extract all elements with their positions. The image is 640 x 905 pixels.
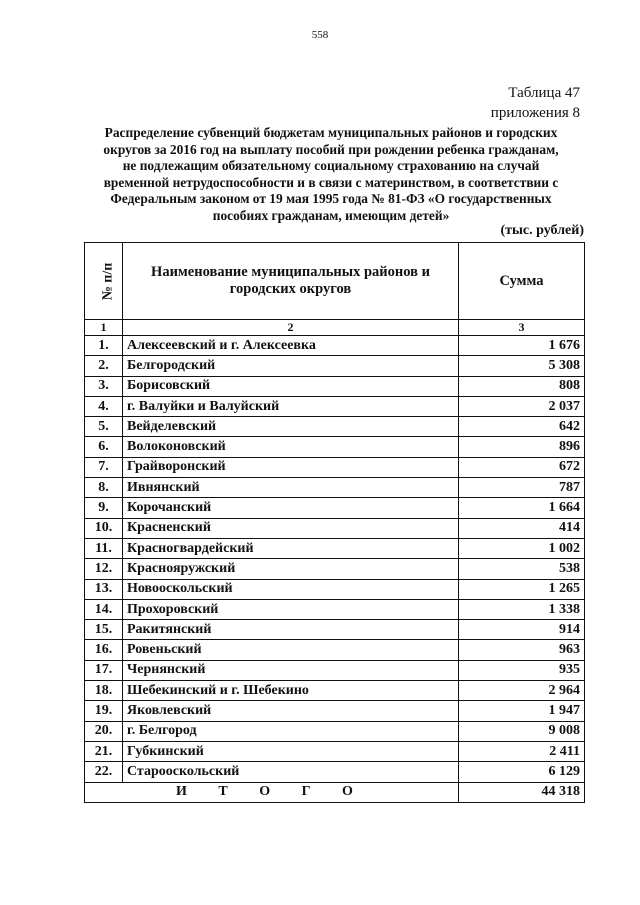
column-number-row bbox=[85, 320, 585, 336]
total-label: И Т О Г О bbox=[85, 782, 459, 802]
appendix-number: приложения 8 bbox=[490, 105, 580, 121]
table-row bbox=[85, 498, 585, 518]
subsidy-amount: 538 bbox=[459, 559, 585, 579]
district-name: Ровеньский bbox=[123, 640, 459, 660]
units-label: (тыс. рублей) bbox=[500, 223, 584, 238]
table-row bbox=[85, 437, 585, 457]
row-number: 4. bbox=[85, 396, 123, 416]
district-name: Ивнянский bbox=[123, 478, 459, 498]
row-number: 6. bbox=[85, 437, 123, 457]
total-amount: 44 318 bbox=[459, 782, 585, 802]
row-number: 15. bbox=[85, 620, 123, 640]
row-number: 11. bbox=[85, 538, 123, 558]
subsidy-amount: 414 bbox=[459, 518, 585, 538]
total-row bbox=[85, 782, 585, 802]
subsidy-amount: 6 129 bbox=[459, 762, 585, 782]
district-name: Губкинский bbox=[123, 741, 459, 761]
table-row bbox=[85, 681, 585, 701]
row-number: 20. bbox=[85, 721, 123, 741]
district-name: Ракитянский bbox=[123, 620, 459, 640]
district-name: Яковлевский bbox=[123, 701, 459, 721]
table-row bbox=[85, 660, 585, 680]
district-name: Шебекинский и г. Шебекино bbox=[123, 681, 459, 701]
district-name: Алексеевский и г. Алексеевка bbox=[123, 336, 459, 356]
row-number: 17. bbox=[85, 660, 123, 680]
column-number: 3 bbox=[459, 320, 585, 336]
subsidy-amount: 1 664 bbox=[459, 498, 585, 518]
row-number: 19. bbox=[85, 701, 123, 721]
row-number: 12. bbox=[85, 559, 123, 579]
table-header-row bbox=[85, 243, 585, 320]
header-name: Наименование муниципальных районов и городских округов bbox=[123, 243, 459, 320]
subsidy-amount: 808 bbox=[459, 376, 585, 396]
row-number: 18. bbox=[85, 681, 123, 701]
row-number: 9. bbox=[85, 498, 123, 518]
district-name: Вейделевский bbox=[123, 417, 459, 437]
district-name: Краснояружский bbox=[123, 559, 459, 579]
row-number: 7. bbox=[85, 457, 123, 477]
district-name: Красненский bbox=[123, 518, 459, 538]
row-number: 22. bbox=[85, 762, 123, 782]
table-row bbox=[85, 599, 585, 619]
row-number: 21. bbox=[85, 741, 123, 761]
subsidy-amount: 2 037 bbox=[459, 396, 585, 416]
header-num-cell bbox=[85, 243, 123, 320]
district-name: Белгородский bbox=[123, 356, 459, 376]
table-row bbox=[85, 356, 585, 376]
district-name: Старооскольский bbox=[123, 762, 459, 782]
subsidy-amount: 5 308 bbox=[459, 356, 585, 376]
subsidy-amount: 935 bbox=[459, 660, 585, 680]
table-row bbox=[85, 640, 585, 660]
district-name: Борисовский bbox=[123, 376, 459, 396]
table-row bbox=[85, 559, 585, 579]
district-name: Грайворонский bbox=[123, 457, 459, 477]
table-number: Таблица 47 bbox=[508, 85, 580, 101]
district-name: г. Валуйки и Валуйский bbox=[123, 396, 459, 416]
document-title: Распределение субвенций бюджетам муниципальных районов и городских округов за 2016 год на выплату пособий при рождении ребенка гражданам, не подлежащим обязательному социальному страхованию на случай временной нетрудоспособности и в связи с материнством, в соответствии с Федеральным законом от 19 мая 1995 года № 81-ФЗ «О государственных пособиях гражданам, имеющим детей» bbox=[103, 125, 559, 223]
table-row bbox=[85, 721, 585, 741]
subsidy-amount: 672 bbox=[459, 457, 585, 477]
district-name: Новооскольский bbox=[123, 579, 459, 599]
district-name: Прохоровский bbox=[123, 599, 459, 619]
subsidy-amount: 1 002 bbox=[459, 538, 585, 558]
table-row bbox=[85, 538, 585, 558]
table-row bbox=[85, 336, 585, 356]
subsidy-amount: 1 676 bbox=[459, 336, 585, 356]
row-number: 13. bbox=[85, 579, 123, 599]
table-row bbox=[85, 701, 585, 721]
column-number: 2 bbox=[123, 320, 459, 336]
column-number: 1 bbox=[85, 320, 123, 336]
subsidy-amount: 9 008 bbox=[459, 721, 585, 741]
district-name: Корочанский bbox=[123, 498, 459, 518]
row-number: 2. bbox=[85, 356, 123, 376]
table-row bbox=[85, 376, 585, 396]
table-row bbox=[85, 762, 585, 782]
district-name: Чернянский bbox=[123, 660, 459, 680]
row-number: 14. bbox=[85, 599, 123, 619]
subsidy-amount: 1 338 bbox=[459, 599, 585, 619]
subsidy-amount: 896 bbox=[459, 437, 585, 457]
subsidy-amount: 914 bbox=[459, 620, 585, 640]
district-name: г. Белгород bbox=[123, 721, 459, 741]
row-number: 10. bbox=[85, 518, 123, 538]
subsidy-amount: 642 bbox=[459, 417, 585, 437]
header-num: № п/п bbox=[100, 262, 116, 300]
header-sum: Сумма bbox=[459, 243, 585, 320]
row-number: 1. bbox=[85, 336, 123, 356]
subsidy-amount: 963 bbox=[459, 640, 585, 660]
subsidy-amount: 2 964 bbox=[459, 681, 585, 701]
table-row bbox=[85, 457, 585, 477]
row-number: 8. bbox=[85, 478, 123, 498]
subsidy-amount: 2 411 bbox=[459, 741, 585, 761]
district-name: Волоконовский bbox=[123, 437, 459, 457]
table-row bbox=[85, 518, 585, 538]
subsidy-table bbox=[84, 242, 585, 803]
row-number: 5. bbox=[85, 417, 123, 437]
table-reference bbox=[491, 83, 580, 123]
table-row bbox=[85, 396, 585, 416]
subsidy-amount: 1 947 bbox=[459, 701, 585, 721]
district-name: Красногвардейский bbox=[123, 538, 459, 558]
table-row bbox=[85, 478, 585, 498]
row-number: 3. bbox=[85, 376, 123, 396]
table-row bbox=[85, 417, 585, 437]
subsidy-amount: 787 bbox=[459, 478, 585, 498]
page-number: 558 bbox=[311, 29, 329, 41]
subsidy-amount: 1 265 bbox=[459, 579, 585, 599]
table-row bbox=[85, 579, 585, 599]
table-row bbox=[85, 620, 585, 640]
table-row bbox=[85, 741, 585, 761]
row-number: 16. bbox=[85, 640, 123, 660]
